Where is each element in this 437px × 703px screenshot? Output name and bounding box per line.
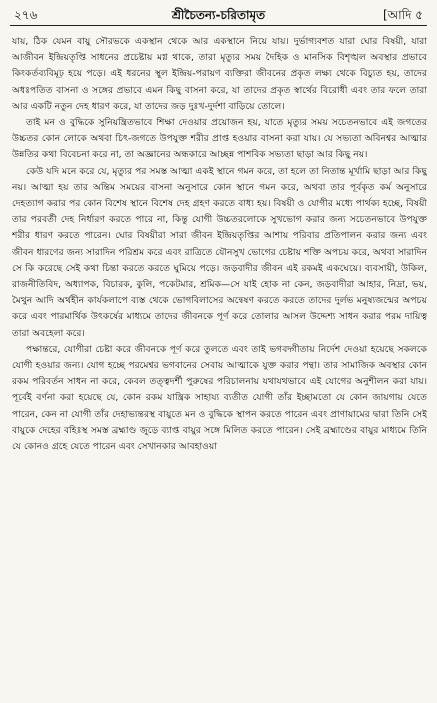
page-number: ২৭৬	[14, 8, 38, 22]
paragraph: কেউ যদি মনে করে যে, মৃত্যুর পর সমস্ত আত্মা একই স্থানে গমন করে, তা হলে তা নিতান্ত মূর্খামি ছাড়া আর কিছু নয়। আত্মা হয় তার অন্তিম সময়ের বাসনা অনুসারে কোন স্থানে গমন করে, অথবা তার পূর্বকৃত কর্ম অনুসারে দেহত্যাগ করার পর কোন বিশেষ স্থানে বিশেষ দেহ গ্রহণ করতে বাধ্য হয়। বিষয়ী ও যোগীর মধ্যে পার্থক্য হচ্ছে, বিষয়ী তার পরবর্তী দেহ নির্ধারণ করতে পারে না, কিন্তু যোগী উচ্চতরলোকে সুখভোগ করার জন্য সচেতনভাবে উপযুক্ত শরীর ধারণ করতে পারেন। ঘোর বিষয়ীরা সারা জীবন ইন্দ্রিয়তৃপ্তির আশায় পরিবার প্রতিপালন করার জন্য এবং জীবন ধারণের জন্য সারাদিন পরিশ্রম করে এবং রাত্রিতে যৌনসুখ ভোগের চেষ্টায় শক্তি অপচয় করে, অথবা সারাদিন সে কি করেছে সেই কথা চিন্তা করতে করতে ঘুমিয়ে পড়ে। জড়বাদীর জীবন এই রকমই একঘেয়ে। ব্যবসায়ী, উকিল, রাজনীতিবিদ, অধ্যাপক, বিচারক, কুলি, পকেটমার, শ্রমিক—সে যাই হোক না কেন, জড়বাদীরা আহার, নিদ্রা, ভয়, মৈথুন আদি অর্থহীন কার্যকলাপে ব্যস্ত থেকে ভোগবিলাসের অন্বেষণ করতে করতে তাদের দুর্লভ মনুষ্যজন্মের অপচয় করে এবং পারমার্থিক উৎকর্ষের মাধ্যমে তাদের জীবনকে পূর্ণ করে তোলার আসল উদ্দেশ্য সাধন করার পরম দায়িত্ব তারা অবহেলা করে।	[12, 165, 427, 339]
page-header	[0, 0, 437, 28]
chapter-reference: [আদি ৫	[382, 8, 423, 22]
header-rule	[10, 25, 427, 26]
paragraph: পক্ষান্তরে, যোগীরা চেষ্টা করে জীবনকে পূর্ণ করে তুলতে এবং তাই ভগবদ্গীতায় নির্দেশ দেওয়া হয়েছে সকলকে যোগী হওয়ার জন্য। যোগ হচ্ছে পরমেশ্বর ভগবানের সেবায় আত্মাকে যুক্ত করার পন্থা। তার সামাজিক অবস্থার কোন রকম পরিবর্তন সাধন না করে, কেবল তত্ত্বদর্শী পুরুষের পরিচালনায় যথাযথভাবে এই যোগের অনুশীলন করা যায়। পূর্বেই বর্ণনা করা হয়েছে যে, কোন রকম যান্ত্রিক সাহায্য ব্যতীত যোগী তাঁর ইচ্ছামতো যে কোন জায়গায় যেতে পারেন, কেন না যোগী তাঁর দেহাভ্যন্তরস্থ বায়ুতে মন ও বুদ্ধিকে স্থাপন করতে পারেন এবং প্রাণায়ামের দ্বারা তিনি সেই বায়ুকে দেহের বহিঃস্থ সমস্ত ব্রহ্মাণ্ড জুড়ে ব্যাপ্ত বায়ুর সঙ্গে মিলিত করতে পারেন। সেই ব্রহ্মাণ্ডের বায়ুর মাধ্যমে তিনি যে কোনও গ্রহে যেতে পারেন এবং সেখানকার আবহাওয়া	[12, 343, 427, 453]
paragraph: তাই মন ও বুদ্ধিকে সুনিয়ন্ত্রিতভাবে শিক্ষা দেওয়ার প্রয়োজন হয়, যাতে মৃত্যুর সময় সচেতনভাবে এই জগতের উচ্চতর কোন লোকে অথবা চিৎ-জগতে উপযুক্ত শরীর প্রাপ্ত হওয়ার বাসনা করা যায়। যে সভ্যতা অবিনশ্বর আত্মার উন্নতির কথা বিবেচনা করে না, তা অজ্ঞানের অন্ধকারে আচ্ছন্ন পাশবিক সভ্যতা ছাড়া আর কিছু নয়।	[12, 117, 427, 161]
page-body	[12, 34, 427, 685]
paragraph: যায়, ঠিক যেমন বায়ু সৌরভকে একস্থান থেকে আর একস্থানে নিয়ে যায়। দুর্ভাগ্যবশত যারা ঘোর বিষয়ী, যারা আজীবন ইন্দ্রিয়তৃপ্তি সাধনের প্রচেষ্টায় মগ্ন থাকে, তারা মৃত্যুর সময় দৈহিক ও মানসিক বিশৃঙ্খল অবস্থার প্রভাবে কিংকর্তব্যবিমূঢ় হয়ে পড়ে। এই ধরনের স্থূল ইন্দ্রিয়-পরায়ণ ব্যক্তিরা জীবনের প্রকৃত লক্ষ্য থেকে বিচ্যুত হয়, তাদের অধঃপতিত বাসনা ও সঙ্গের প্রভাবে এমন কিছু বাসনা করে, যা তাদের প্রকৃত স্বার্থের বিরোধী এবং তার ফলে তারা আর একটি নতুন দেহ ধারণ করে, যা তাদের জড় দুঃখ-দুর্দশা বাড়িয়ে তোলে।	[12, 36, 427, 112]
book-title: শ্রীচৈতন্য-চরিতামৃত	[171, 8, 266, 22]
